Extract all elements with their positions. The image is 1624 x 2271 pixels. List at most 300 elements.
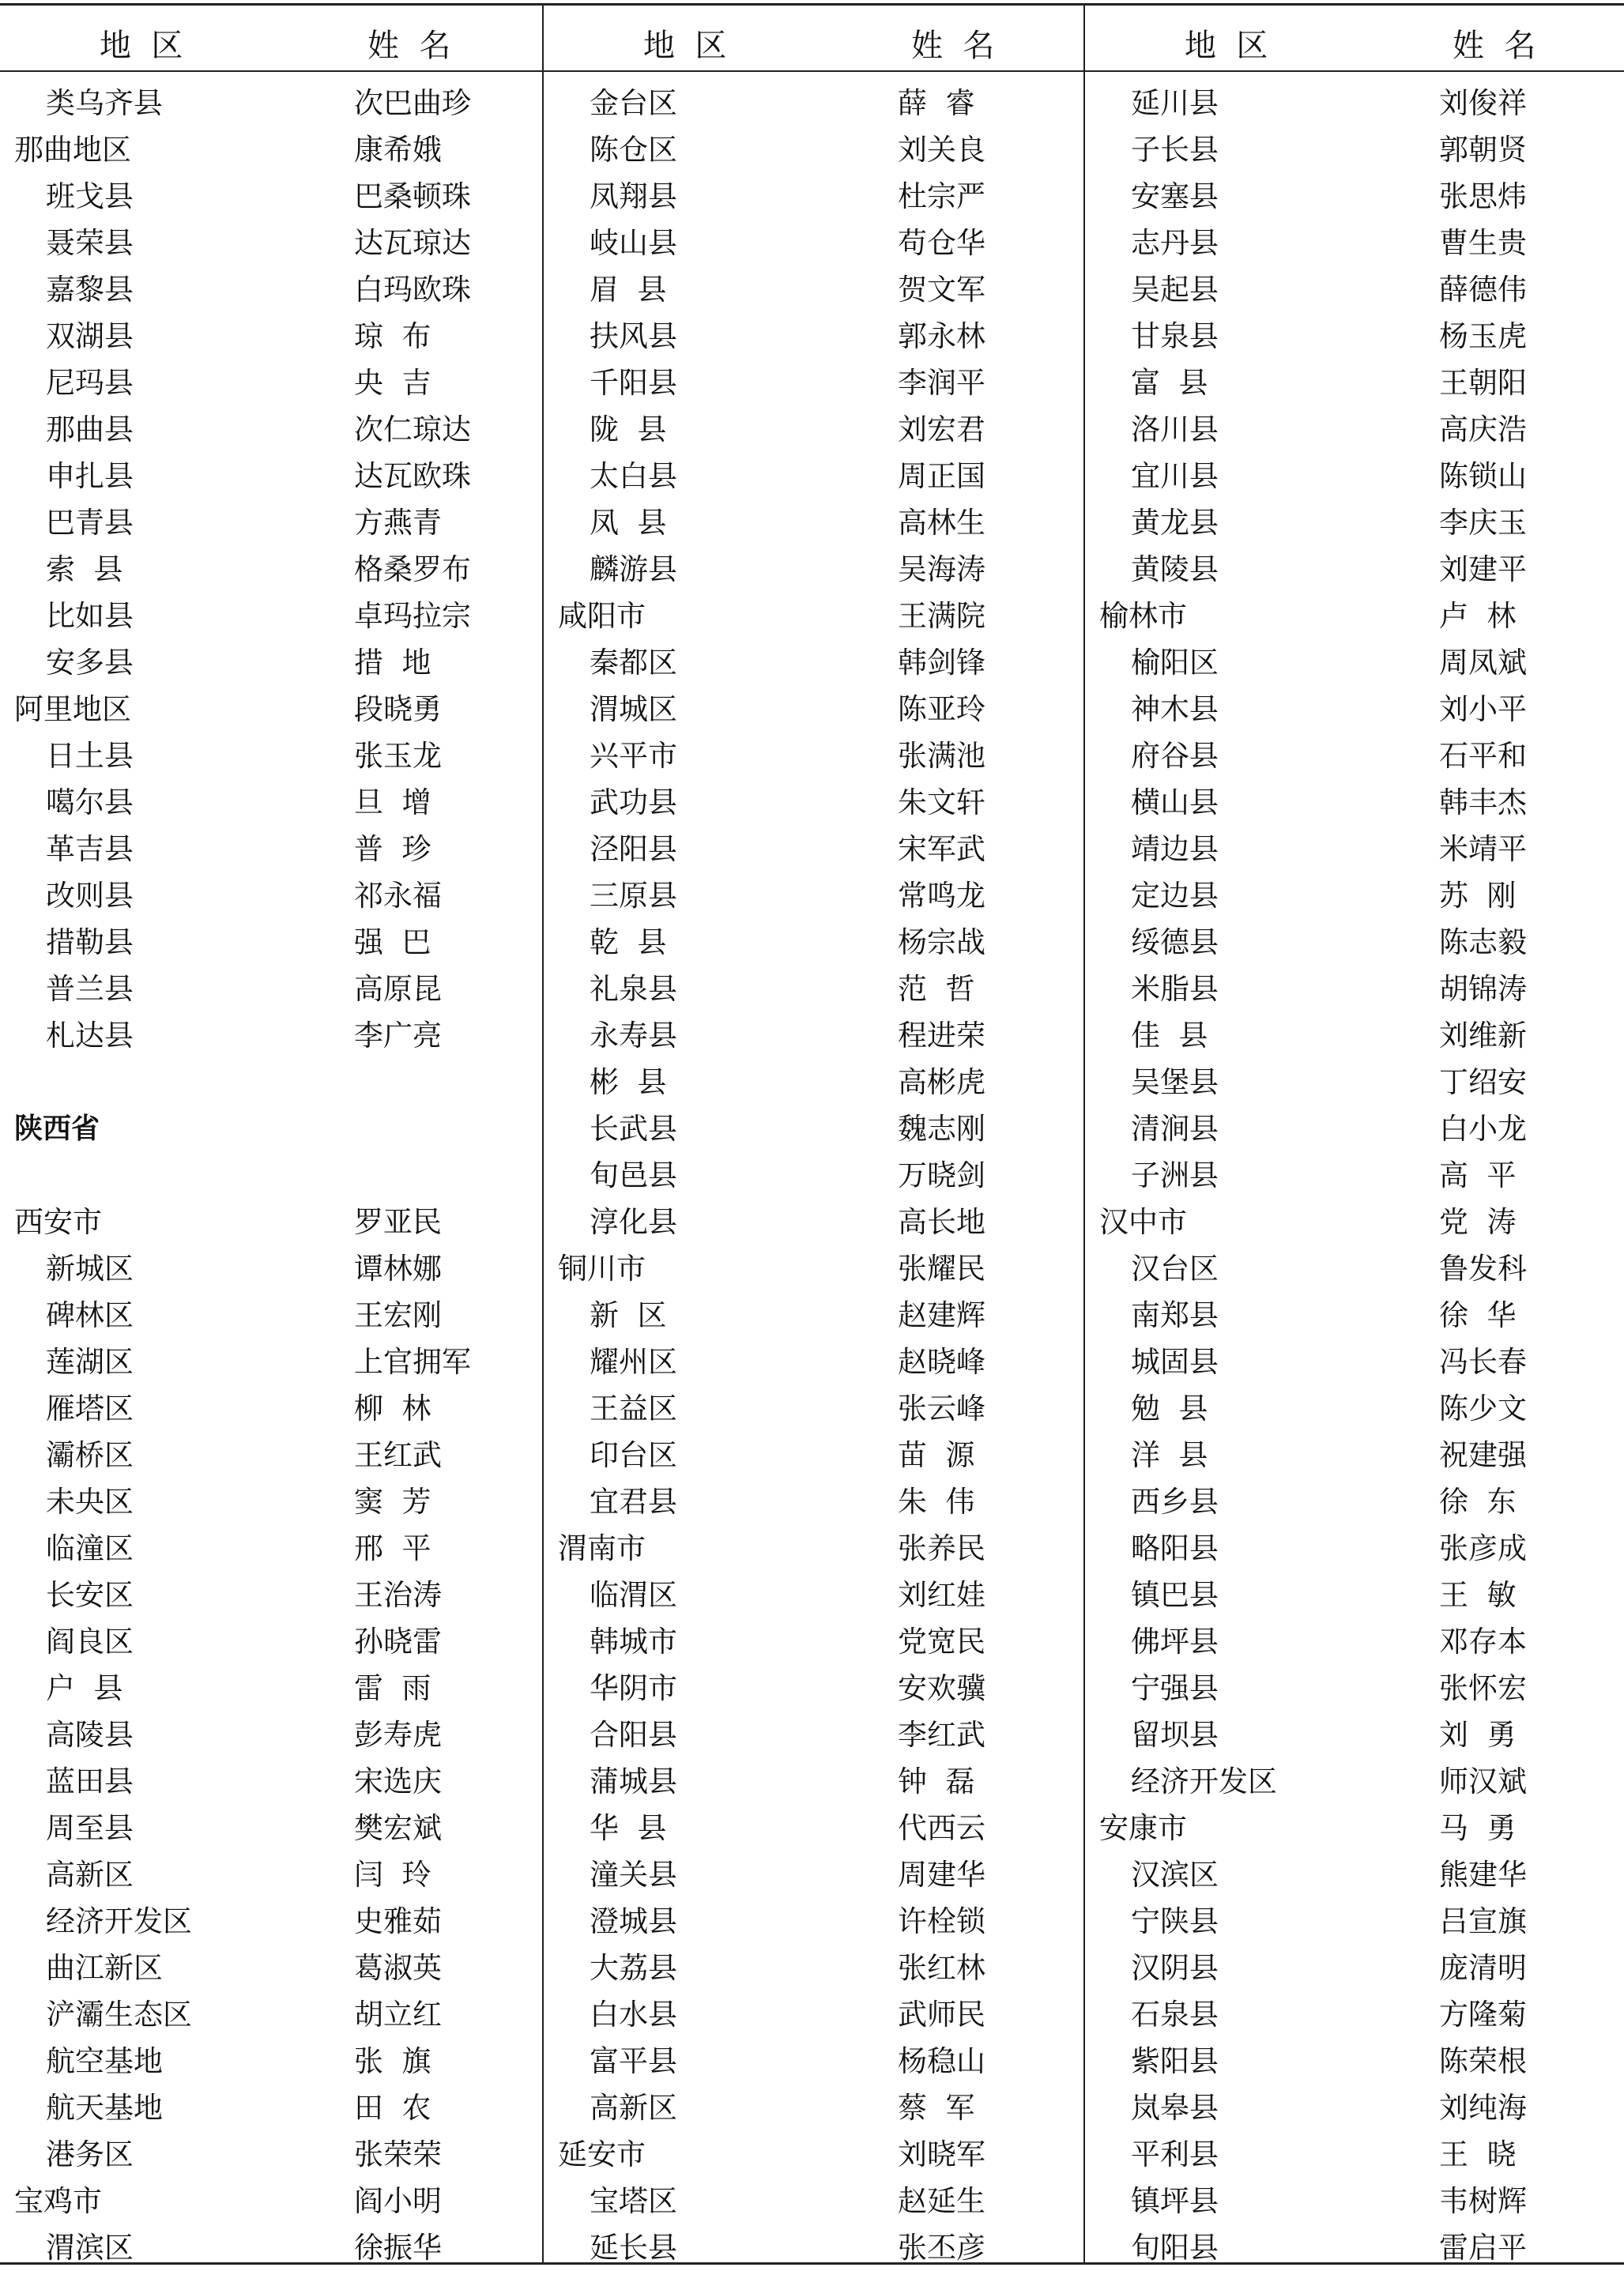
region-cell: 平利县 — [1131, 2137, 1219, 2171]
name-cell: 韩剑锋 — [898, 646, 985, 680]
name-cell: 蔡 军 — [898, 2091, 975, 2125]
table-row — [1085, 1432, 1624, 1478]
region-cell: 措勒县 — [46, 925, 134, 959]
table-row — [1085, 1758, 1624, 1805]
region-cell: 宝鸡市 — [14, 2184, 102, 2218]
region-cell: 革吉县 — [46, 832, 134, 866]
table-row — [544, 1385, 1085, 1432]
name-cell: 强 巴 — [354, 925, 431, 959]
column-header — [544, 5, 1085, 70]
region-cell: 清涧县 — [1131, 1112, 1219, 1146]
name-cell: 邓存本 — [1439, 1625, 1527, 1659]
region-header: 地 区 — [643, 28, 727, 64]
table-row — [0, 1665, 541, 1712]
table-row — [0, 1898, 541, 1945]
table-row — [544, 2038, 1085, 2085]
region-cell: 略阳县 — [1131, 1531, 1219, 1565]
name-header: 姓 名 — [367, 28, 451, 64]
name-cell: 邢 平 — [354, 1531, 431, 1565]
spacer-row — [0, 1059, 541, 1105]
region-cell: 航空基地 — [46, 2044, 163, 2078]
region-cell: 陇 县 — [590, 412, 667, 446]
table-row — [0, 2224, 541, 2271]
name-cell: 张耀民 — [898, 1252, 985, 1286]
table-row — [1085, 2038, 1624, 2085]
table-row — [0, 360, 541, 406]
name-cell: 胡锦涛 — [1439, 972, 1527, 1006]
table-row — [0, 173, 541, 220]
region-cell: 华阴市 — [590, 1671, 677, 1705]
table-row — [0, 1945, 541, 1991]
name-cell: 方隆菊 — [1439, 1998, 1527, 2032]
region-cell: 武功县 — [590, 785, 677, 819]
region-cell: 永寿县 — [590, 1019, 677, 1053]
region-cell: 新 区 — [590, 1298, 667, 1332]
region-cell: 渭滨区 — [46, 2231, 134, 2265]
table-row — [544, 313, 1085, 360]
name-cell: 谭林娜 — [354, 1252, 442, 1286]
table-row — [544, 639, 1085, 686]
region-cell: 澄城县 — [590, 1904, 677, 1938]
name-cell: 张云峰 — [898, 1392, 985, 1425]
name-cell: 刘纯海 — [1439, 2091, 1527, 2125]
region-cell: 未央区 — [46, 1485, 134, 1519]
region-cell: 旬邑县 — [590, 1158, 677, 1192]
table-row — [544, 1199, 1085, 1245]
table-row — [1085, 1152, 1624, 1199]
name-cell: 王治涛 — [354, 1578, 442, 1612]
table-row — [544, 173, 1085, 220]
region-cell: 宜君县 — [590, 1485, 677, 1519]
name-cell: 次仁琼达 — [354, 412, 471, 446]
name-cell: 米靖平 — [1439, 832, 1527, 866]
name-cell: 史雅茹 — [354, 1904, 442, 1938]
table-row — [544, 1478, 1085, 1525]
name-cell: 庞清明 — [1439, 1951, 1527, 1985]
name-cell: 杜宗严 — [898, 179, 985, 213]
table-row — [544, 1059, 1085, 1105]
region-cell: 宁陕县 — [1131, 1904, 1219, 1938]
region-header: 地 区 — [100, 28, 183, 64]
table-row — [0, 1758, 541, 1805]
name-cell: 高 平 — [1439, 1158, 1517, 1192]
region-cell: 富平县 — [590, 2044, 677, 2078]
name-cell: 万晓剑 — [898, 1158, 985, 1192]
table-row — [544, 126, 1085, 173]
table-row — [0, 2085, 541, 2131]
name-cell: 宋选庆 — [354, 1764, 442, 1798]
table-row — [1085, 1805, 1624, 1851]
region-cell: 延安市 — [558, 2137, 646, 2171]
region-cell: 潼关县 — [590, 1858, 677, 1892]
table-row — [544, 360, 1085, 406]
name-cell: 郭永林 — [898, 319, 985, 353]
table-row — [1085, 2131, 1624, 2178]
name-cell: 王宏刚 — [354, 1298, 442, 1332]
table-row — [0, 686, 541, 733]
region-cell: 眉 县 — [590, 273, 667, 307]
region-cell: 千阳县 — [590, 366, 677, 400]
table-row — [0, 1805, 541, 1851]
table-row — [544, 1665, 1085, 1712]
region-cell: 旬阳县 — [1131, 2231, 1219, 2265]
table-row — [0, 1712, 541, 1758]
name-cell: 韩丰杰 — [1439, 785, 1527, 819]
name-cell: 张 旗 — [354, 2044, 431, 2078]
spacer-row — [0, 1152, 541, 1199]
table-row — [1085, 126, 1624, 173]
name-header: 姓 名 — [1453, 28, 1536, 64]
region-cell: 双湖县 — [46, 319, 134, 353]
name-cell: 胡立红 — [354, 1998, 442, 2032]
name-cell: 高林生 — [898, 506, 985, 540]
region-cell: 经济开发区 — [1131, 1764, 1277, 1798]
table-row — [1085, 1105, 1624, 1152]
region-cell: 秦都区 — [590, 646, 677, 680]
column-header — [0, 5, 541, 70]
region-cell: 彬 县 — [590, 1065, 667, 1099]
table-row — [544, 826, 1085, 872]
name-cell: 周凤斌 — [1439, 646, 1527, 680]
region-cell: 华 县 — [590, 1811, 667, 1845]
name-cell: 朱 伟 — [898, 1485, 975, 1519]
region-cell: 宝塔区 — [590, 2184, 677, 2218]
region-cell: 印台区 — [590, 1438, 677, 1472]
name-cell: 党 涛 — [1439, 1205, 1517, 1239]
name-cell: 段晓勇 — [354, 692, 442, 726]
region-cell: 普兰县 — [46, 972, 134, 1006]
table-row — [1085, 80, 1624, 126]
table-row — [544, 1758, 1085, 1805]
table-row — [0, 1991, 541, 2038]
region-cell: 子长县 — [1131, 133, 1219, 167]
table-row — [1085, 546, 1624, 593]
region-cell: 蒲城县 — [590, 1764, 677, 1798]
name-cell: 央 吉 — [354, 366, 431, 400]
region-cell: 黄陵县 — [1131, 552, 1219, 586]
name-cell: 窦 芳 — [354, 1485, 431, 1519]
name-cell: 陈少文 — [1439, 1392, 1527, 1425]
name-cell: 熊建华 — [1439, 1858, 1527, 1892]
region-cell: 南郑县 — [1131, 1298, 1219, 1332]
region-cell: 汉台区 — [1131, 1252, 1219, 1286]
name-cell: 卓玛拉宗 — [354, 599, 471, 633]
region-cell: 宜川县 — [1131, 459, 1219, 493]
column-header — [1085, 5, 1624, 70]
region-cell: 西安市 — [14, 1205, 102, 1239]
region-cell: 尼玛县 — [46, 366, 134, 400]
table-row — [544, 2178, 1085, 2224]
name-cell: 韦树辉 — [1439, 2184, 1527, 2218]
region-cell: 岚皋县 — [1131, 2091, 1219, 2125]
table-row — [544, 80, 1085, 126]
table-row — [0, 406, 541, 453]
name-cell: 范 哲 — [898, 972, 975, 1006]
name-cell: 张怀宏 — [1439, 1671, 1527, 1705]
region-cell: 铜川市 — [558, 1252, 646, 1286]
name-cell: 张红林 — [898, 1951, 985, 1985]
table-row — [0, 266, 541, 313]
name-cell: 张养民 — [898, 1531, 985, 1565]
table-row — [544, 406, 1085, 453]
table-row — [544, 1805, 1085, 1851]
table-column-1 — [0, 5, 541, 2265]
region-cell: 聂荣县 — [46, 226, 134, 260]
region-cell: 横山县 — [1131, 785, 1219, 819]
table-row — [544, 779, 1085, 826]
name-cell: 白玛欧珠 — [354, 273, 471, 307]
name-cell: 阎小明 — [354, 2184, 442, 2218]
name-cell: 高原昆 — [354, 972, 442, 1006]
region-cell: 汉阴县 — [1131, 1951, 1219, 1985]
name-cell: 李红武 — [898, 1718, 985, 1752]
name-cell: 刘俊祥 — [1439, 86, 1527, 120]
name-cell: 次巴曲珍 — [354, 86, 471, 120]
name-cell: 刘维新 — [1439, 1019, 1527, 1053]
name-cell: 宋军武 — [898, 832, 985, 866]
region-cell: 洋 县 — [1131, 1438, 1208, 1472]
name-cell: 高彬虎 — [898, 1065, 985, 1099]
table-row — [544, 872, 1085, 919]
table-row — [544, 1152, 1085, 1199]
table-row — [1085, 1991, 1624, 2038]
region-cell: 镇坪县 — [1131, 2184, 1219, 2218]
table-row — [0, 546, 541, 593]
region-cell: 宁强县 — [1131, 1671, 1219, 1705]
name-cell: 张荣荣 — [354, 2137, 442, 2171]
name-cell: 刘小平 — [1439, 692, 1527, 726]
name-cell: 祁永福 — [354, 879, 442, 913]
table-row — [544, 1292, 1085, 1339]
region-cell: 榆林市 — [1099, 599, 1187, 633]
name-cell: 魏志刚 — [898, 1112, 985, 1146]
region-cell: 阿里地区 — [14, 692, 131, 726]
region-cell: 阎良区 — [46, 1625, 134, 1659]
table-row — [1085, 1059, 1624, 1105]
region-cell: 淳化县 — [590, 1205, 677, 1239]
name-cell: 雷启平 — [1439, 2231, 1527, 2265]
table-row — [0, 1245, 541, 1292]
table-row — [0, 919, 541, 966]
region-cell: 周至县 — [46, 1811, 134, 1845]
region-cell: 新城区 — [46, 1252, 134, 1286]
table-row — [1085, 406, 1624, 453]
table-row — [0, 1851, 541, 1898]
region-cell: 留坝县 — [1131, 1718, 1219, 1752]
region-cell: 大荔县 — [590, 1951, 677, 1985]
region-cell: 洛川县 — [1131, 412, 1219, 446]
table-row — [1085, 266, 1624, 313]
region-cell: 神木县 — [1131, 692, 1219, 726]
region-cell: 长武县 — [590, 1112, 677, 1146]
name-cell: 李广亮 — [354, 1019, 442, 1053]
name-cell: 旦 增 — [354, 785, 431, 819]
table-row — [0, 2131, 541, 2178]
region-cell: 莲湖区 — [46, 1345, 134, 1379]
name-cell: 代西云 — [898, 1811, 985, 1845]
table-row — [1085, 1199, 1624, 1245]
table-row — [544, 1851, 1085, 1898]
name-cell: 格桑罗布 — [354, 552, 471, 586]
table-row — [0, 779, 541, 826]
name-cell: 郭朝贤 — [1439, 133, 1527, 167]
table-row — [544, 1105, 1085, 1152]
name-cell: 田 农 — [354, 2091, 431, 2125]
province-heading — [0, 1105, 541, 1152]
table-row — [544, 1339, 1085, 1385]
table-row — [544, 686, 1085, 733]
name-cell: 周正国 — [898, 459, 985, 493]
table-row — [544, 2085, 1085, 2131]
table-row — [0, 313, 541, 360]
table-row — [1085, 173, 1624, 220]
table-row — [0, 1478, 541, 1525]
name-cell: 刘宏君 — [898, 412, 985, 446]
table-row — [1085, 1292, 1624, 1339]
region-cell: 西乡县 — [1131, 1485, 1219, 1519]
name-cell: 白小龙 — [1439, 1112, 1527, 1146]
table-row — [1085, 2224, 1624, 2271]
name-cell: 党宽民 — [898, 1625, 985, 1659]
region-cell: 城固县 — [1131, 1345, 1219, 1379]
region-cell: 乾 县 — [590, 925, 667, 959]
region-header: 地 区 — [1185, 28, 1268, 64]
region-cell: 岐山县 — [590, 226, 677, 260]
region-cell: 太白县 — [590, 459, 677, 493]
name-cell: 丁绍安 — [1439, 1065, 1527, 1099]
region-cell: 佛坪县 — [1131, 1625, 1219, 1659]
region-cell: 比如县 — [46, 599, 134, 633]
name-cell: 常鸣龙 — [898, 879, 985, 913]
table-row — [0, 1385, 541, 1432]
region-cell: 航天基地 — [46, 2091, 163, 2125]
region-cell: 定边县 — [1131, 879, 1219, 913]
table-row — [544, 1432, 1085, 1478]
table-row — [1085, 313, 1624, 360]
region-cell: 黄龙县 — [1131, 506, 1219, 540]
table-row — [544, 1898, 1085, 1945]
table-row — [0, 733, 541, 779]
name-cell: 闫 玲 — [354, 1858, 431, 1892]
row-list — [1085, 80, 1624, 2271]
name-cell: 武师民 — [898, 1998, 985, 2032]
region-cell: 嘉黎县 — [46, 273, 134, 307]
name-cell: 祝建强 — [1439, 1438, 1527, 1472]
table-row — [1085, 686, 1624, 733]
table-row — [544, 1012, 1085, 1059]
table-row — [0, 2038, 541, 2085]
name-cell: 王朝阳 — [1439, 366, 1527, 400]
name-cell: 刘关良 — [898, 133, 985, 167]
region-cell: 噶尔县 — [46, 785, 134, 819]
region-cell: 韩城市 — [590, 1625, 677, 1659]
name-cell: 朱文轩 — [898, 785, 985, 819]
name-cell: 许栓锁 — [898, 1904, 985, 1938]
table-row — [544, 1245, 1085, 1292]
table-row — [0, 593, 541, 639]
region-cell: 合阳县 — [590, 1718, 677, 1752]
region-cell: 巴青县 — [46, 506, 134, 540]
table-row — [1085, 733, 1624, 779]
region-cell: 府谷县 — [1131, 739, 1219, 773]
table-row — [0, 1432, 541, 1478]
region-cell: 临渭区 — [590, 1578, 677, 1612]
name-cell: 师汉斌 — [1439, 1764, 1527, 1798]
table-row — [0, 826, 541, 872]
name-cell: 苟仓华 — [898, 226, 985, 260]
region-cell: 碑林区 — [46, 1298, 134, 1332]
row-list — [0, 80, 541, 2271]
name-cell: 罗亚民 — [354, 1205, 442, 1239]
table-row — [544, 733, 1085, 779]
table-row — [544, 1712, 1085, 1758]
region-cell: 灞桥区 — [46, 1438, 134, 1472]
region-cell: 汉中市 — [1099, 1205, 1187, 1239]
region-cell: 勉 县 — [1131, 1392, 1208, 1425]
table-row — [1085, 1572, 1624, 1618]
table-row — [1085, 1525, 1624, 1572]
name-cell: 吕宣旗 — [1439, 1904, 1527, 1938]
name-cell: 刘建平 — [1439, 552, 1527, 586]
region-cell: 白水县 — [590, 1998, 677, 2032]
name-cell: 上官拥军 — [354, 1345, 471, 1379]
region-cell: 延川县 — [1131, 86, 1219, 120]
region-cell: 礼泉县 — [590, 972, 677, 1006]
name-cell: 孙晓雷 — [354, 1625, 442, 1659]
table-row — [544, 966, 1085, 1012]
table-row — [544, 1945, 1085, 1991]
region-cell: 扶风县 — [590, 319, 677, 353]
name-cell: 刘晓军 — [898, 2137, 985, 2171]
region-cell: 三原县 — [590, 879, 677, 913]
region-cell: 凤 县 — [590, 506, 667, 540]
name-cell: 王满院 — [898, 599, 985, 633]
name-cell: 石平和 — [1439, 739, 1527, 773]
region-cell: 渭城区 — [590, 692, 677, 726]
name-cell: 高长地 — [898, 1205, 985, 1239]
table-row — [544, 593, 1085, 639]
table-row — [0, 2178, 541, 2224]
region-cell: 临潼区 — [46, 1531, 134, 1565]
region-cell: 王益区 — [590, 1392, 677, 1425]
region-cell: 班戈县 — [46, 179, 134, 213]
region-cell: 富 县 — [1131, 366, 1208, 400]
table-row — [0, 499, 541, 546]
name-cell: 张思炜 — [1439, 179, 1527, 213]
name-cell: 达瓦琼达 — [354, 226, 471, 260]
table-row — [1085, 1618, 1624, 1665]
name-cell: 杨玉虎 — [1439, 319, 1527, 353]
region-cell: 延长县 — [590, 2231, 677, 2265]
table-column-3 — [1085, 5, 1624, 2265]
region-cell: 港务区 — [46, 2137, 134, 2171]
name-cell: 赵晓峰 — [898, 1345, 985, 1379]
table-row — [1085, 1339, 1624, 1385]
region-cell: 那曲地区 — [14, 133, 131, 167]
name-cell: 李庆玉 — [1439, 506, 1527, 540]
name-cell: 张丕彦 — [898, 2231, 985, 2265]
table-row — [0, 872, 541, 919]
table-row — [0, 1292, 541, 1339]
table-row — [1085, 2178, 1624, 2224]
table-row — [1085, 1665, 1624, 1712]
name-cell: 薛德伟 — [1439, 273, 1527, 307]
table-row — [1085, 1851, 1624, 1898]
name-cell: 薛 睿 — [898, 86, 975, 120]
table-row — [0, 453, 541, 499]
name-cell: 张彦成 — [1439, 1531, 1527, 1565]
name-cell: 张玉龙 — [354, 739, 442, 773]
